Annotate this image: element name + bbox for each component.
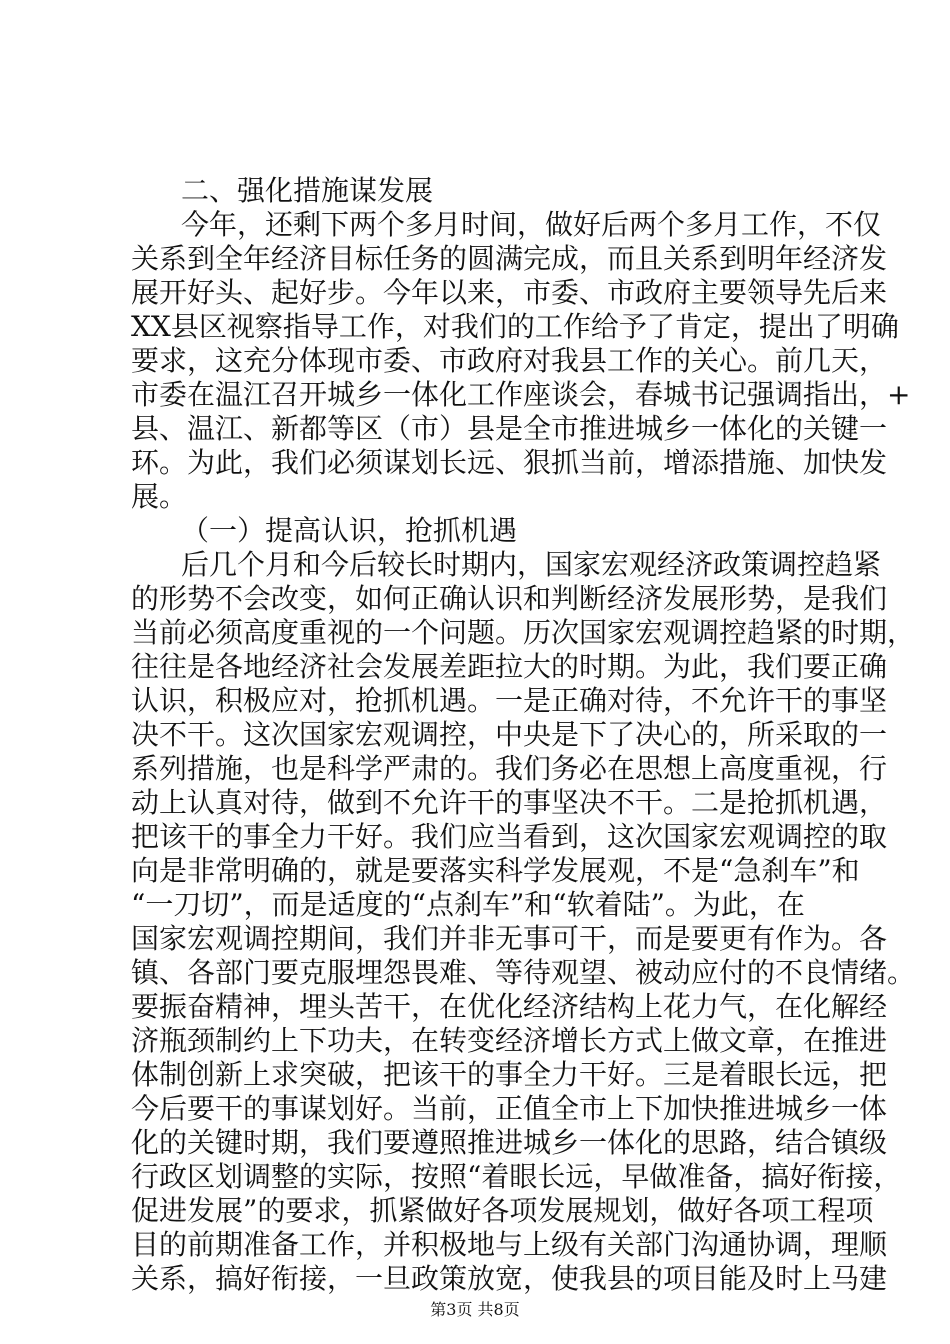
paragraph-line: 系列措施，也是科学严肃的。我们务必在思想上高度重视，行 <box>131 752 888 785</box>
paragraph-line: 把该干的事全力干好。我们应当看到，这次国家宏观调控的取 <box>131 820 888 853</box>
paragraph-line: 今后要干的事谋划好。当前，正值全市上下加快推进城乡一体 <box>131 1092 888 1125</box>
paragraph-line: 济瓶颈制约上下功夫，在转变经济增长方式上做文章，在推进 <box>131 1024 888 1057</box>
paragraph-line: “一刀切”，而是适度的“点刹车”和“软着陆”。为此，在 <box>131 888 805 921</box>
paragraph-line: 后几个月和今后较长时期内，国家宏观经济政策调控趋紧 <box>181 548 882 581</box>
paragraph-line: 环。为此，我们必须谋划长远、狠抓当前，增添措施、加快发 <box>131 446 888 479</box>
paragraph-line: 镇、各部门要克服埋怨畏难、等待观望、被动应付的不良情绪。 <box>131 956 916 989</box>
paragraph-line: 关系，搞好衔接，一旦政策放宽，使我县的项目能及时上马建 <box>131 1262 888 1295</box>
paragraph-line: 化的关键时期，我们要遵照推进城乡一体化的思路，结合镇级 <box>131 1126 888 1159</box>
paragraph-line: 展。 <box>131 480 188 513</box>
paragraph-line: 市委在温江召开城乡一体化工作座谈会，春城书记强调指出，+ <box>131 378 911 411</box>
paragraph-line: 认识，积极应对，抢抓机遇。一是正确对待，不允许干的事坚 <box>131 684 888 717</box>
paragraph-line: 国家宏观调控期间，我们并非无事可干，而是要更有作为。各 <box>131 922 888 955</box>
paragraph-line: 动上认真对待，做到不允许干的事坚决不干。二是抢抓机遇， <box>131 786 888 819</box>
paragraph-line: 当前必须高度重视的一个问题。历次国家宏观调控趋紧的时期， <box>131 616 916 649</box>
paragraph-line: 今年，还剩下两个多月时间，做好后两个多月工作，不仅 <box>181 208 882 241</box>
page-number-footer: 第3页 共8页 <box>430 1300 520 1319</box>
paragraph-line: 展开好头、起好步。今年以来，市委、市政府主要领导先后来 <box>131 276 888 309</box>
paragraph-line: 关系到全年经济目标任务的圆满完成，而且关系到明年经济发 <box>131 242 888 275</box>
paragraph-line: 目的前期准备工作，并积极地与上级有关部门沟通协调，理顺 <box>131 1228 888 1261</box>
paragraph-line: 向是非常明确的，就是要落实科学发展观，不是“急刹车”和 <box>131 854 860 887</box>
paragraph-line: 行政区划调整的实际，按照“着眼长远，早做准备，搞好衔接， <box>131 1160 902 1193</box>
paragraph-line: 要振奋精神，埋头苦干，在优化经济结构上花力气，在化解经 <box>131 990 888 1023</box>
paragraph-line: 促进发展”的要求，抓紧做好各项发展规划，做好各项工程项 <box>131 1194 874 1227</box>
paragraph-line: XX县区视察指导工作，对我们的工作给予了肯定，提出了明确 <box>131 310 899 343</box>
paragraph-line: 体制创新上求突破，把该干的事全力干好。三是着眼长远，把 <box>131 1058 888 1091</box>
subsection-heading: （一）提高认识，抢抓机遇 <box>181 514 518 547</box>
paragraph-line: 县、温江、新都等区（市）县是全市推进城乡一体化的关键一 <box>131 412 888 445</box>
paragraph-line: 往往是各地经济社会发展差距拉大的时期。为此，我们要正确 <box>131 650 888 683</box>
paragraph-line: 的形势不会改变，如何正确认识和判断经济发展形势，是我们 <box>131 582 888 615</box>
paragraph-line: 要求，这充分体现市委、市政府对我县工作的关心。前几天， <box>131 344 888 377</box>
section-heading: 二、强化措施谋发展 <box>181 174 434 207</box>
paragraph-line: 决不干。这次国家宏观调控，中央是下了决心的，所采取的一 <box>131 718 888 751</box>
